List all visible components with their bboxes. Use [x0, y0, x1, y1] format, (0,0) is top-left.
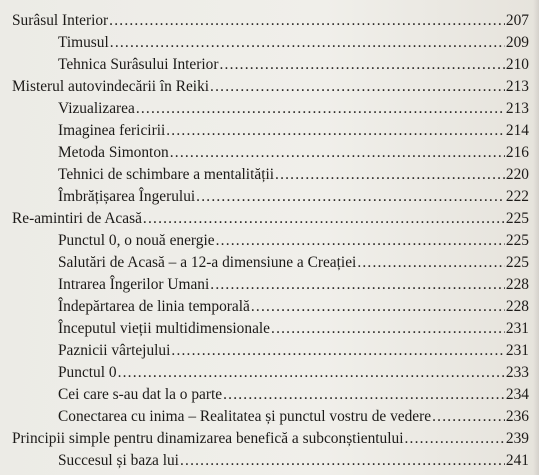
toc-entry-title: Tehnica Surâsului Interior: [58, 56, 219, 73]
leader-dots: [210, 274, 505, 296]
toc-entry-title: Conectarea cu inima – Realitatea și punctul vostru de vedere: [58, 408, 432, 425]
toc-entry-page: 220: [505, 166, 529, 183]
toc-entry: [0, 252, 539, 274]
leader-dots: [223, 384, 505, 406]
leader-dots: [109, 10, 505, 32]
toc-entry: [0, 450, 539, 472]
leader-dots: [143, 208, 505, 230]
toc-entry-page: 209: [505, 34, 529, 51]
toc-entry-page: 236: [505, 408, 529, 425]
leader-dots: [170, 142, 505, 164]
leader-dots: [118, 362, 505, 384]
toc-entry-title: Punctul 0: [58, 364, 117, 381]
toc-entry-title: Începutul vieții multidimensionale: [58, 320, 271, 337]
toc-entry-title: Punctul 0, o nouă energie: [58, 232, 215, 249]
toc-entry-title: Metoda Simonton: [58, 144, 169, 161]
leader-dots: [210, 76, 505, 98]
toc-entry: [0, 98, 539, 120]
toc-entry-page: 228: [505, 298, 529, 315]
page-edge-shadow: [533, 0, 539, 475]
toc-entry-title: Imaginea fericirii: [58, 122, 166, 139]
leader-dots: [275, 164, 505, 186]
toc-entry: [0, 296, 539, 318]
toc-entry-page: 234: [505, 386, 529, 403]
leader-dots: [357, 252, 505, 274]
toc-entry: [0, 76, 539, 98]
toc-entry-page: 214: [505, 122, 529, 139]
toc-entry: [0, 120, 539, 142]
toc-entry: [0, 54, 539, 76]
toc-entry-page: 231: [505, 342, 529, 359]
toc-entry: [0, 32, 539, 54]
toc-entry-page: 222: [505, 188, 529, 205]
leader-dots: [216, 230, 505, 252]
toc-entry: [0, 406, 539, 428]
toc-entry-page: 213: [505, 100, 529, 117]
toc-entry-page: 216: [505, 144, 529, 161]
leader-dots: [251, 296, 505, 318]
toc-entry: [0, 318, 539, 340]
toc-entry-page: 241: [505, 452, 529, 469]
toc-entry-title: Timusul: [58, 34, 109, 51]
toc-entry-title: Paznicii vârtejului: [58, 342, 171, 359]
toc-entry: [0, 340, 539, 362]
toc-entry-title: Tehnici de schimbare a mentalității: [58, 166, 275, 183]
toc-entry: [0, 208, 539, 230]
toc-entry: [0, 362, 539, 384]
leader-dots: [404, 428, 504, 450]
toc-entry-page: 213: [505, 78, 529, 95]
leader-dots: [432, 406, 505, 428]
toc-entry: [0, 164, 539, 186]
toc-entry: [0, 230, 539, 252]
toc-entry-title: Succesul și baza lui: [58, 452, 179, 469]
toc-entry: [0, 10, 539, 32]
toc-entry-page: 231: [505, 320, 529, 337]
toc-entry-page: 207: [505, 12, 529, 29]
toc-entry-page: 239: [505, 430, 529, 447]
toc-entry-title: Surâsul Interior: [12, 12, 109, 29]
toc-entry-title: Îndepărtarea de linia temporală: [58, 298, 250, 315]
toc-entry-page: 228: [505, 276, 529, 293]
leader-dots: [180, 450, 505, 472]
toc-entry-page: 225: [505, 210, 529, 227]
toc-entry-title: Principii simple pentru dinamizarea benefică a subconștientului: [12, 430, 404, 447]
toc-entry-title: Re-amintiri de Acasă: [12, 210, 142, 227]
toc-entry-page: 225: [505, 254, 529, 271]
toc-entry-title: Intrarea Îngerilor Umani: [58, 276, 210, 293]
leader-dots: [196, 186, 505, 208]
toc-entry: [0, 142, 539, 164]
toc-entry-page: 210: [505, 56, 529, 73]
toc-entry-title: Vizualizarea: [58, 100, 135, 117]
toc-entry: [0, 274, 539, 296]
leader-dots: [136, 98, 505, 120]
toc-entry-page: 225: [505, 232, 529, 249]
toc-entry-title: Misterul autovindecării în Reiki: [12, 78, 210, 95]
leader-dots: [271, 318, 505, 340]
toc-entry-title: Salutări de Acasă – a 12-a dimensiune a Creației: [58, 254, 357, 271]
toc-entry-title: Îmbrățișarea Îngerului: [58, 188, 196, 205]
leader-dots: [171, 340, 505, 362]
toc-entry-page: 233: [505, 364, 529, 381]
toc-entry: [0, 186, 539, 208]
toc-entry-title: Cei care s-au dat la o parte: [58, 386, 223, 403]
toc-entry: [0, 384, 539, 406]
toc-entry: [0, 428, 539, 450]
leader-dots: [166, 120, 505, 142]
leader-dots: [110, 32, 505, 54]
leader-dots: [219, 54, 504, 76]
